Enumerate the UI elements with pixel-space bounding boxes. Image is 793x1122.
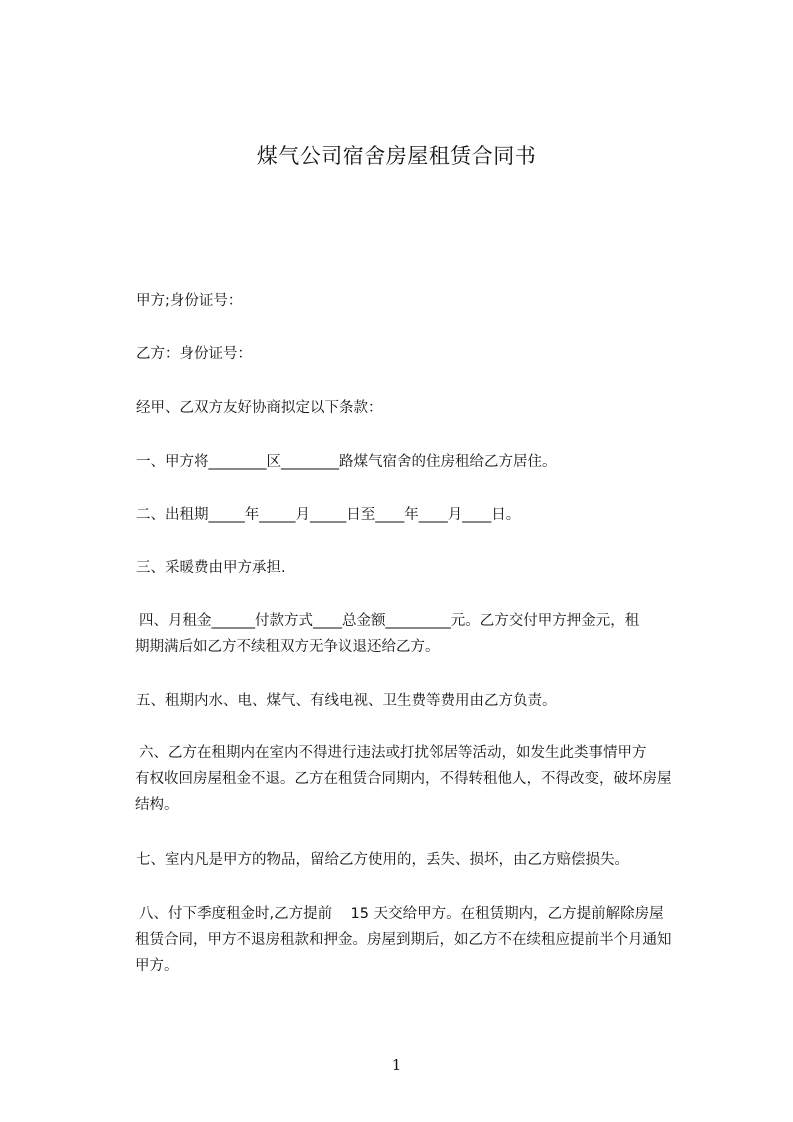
clause-4 [136, 608, 706, 660]
page-number: 1 [391, 1056, 402, 1074]
party-b-line: 乙方：身份证号： [136, 346, 252, 362]
clause-4-line-1: 四、月租金______付款方式____总金额_________元。乙方交付甲方押金元，租 [139, 613, 640, 629]
clause-7: 七、室内凡是甲方的物品，留给乙方使用的，丢失、损坏，由乙方赔偿损失。 [136, 852, 629, 868]
intro-line: 经甲、乙双方友好协商拟定以下条款： [136, 400, 383, 416]
clause-6-line-2: 有权收回房屋租金不退。乙方在租赁合同期内，不得转租他人，不得改变，破坏房屋 [135, 771, 672, 787]
clause-3: 三、采暖费由甲方承担. [136, 560, 286, 576]
clause-4-line-2: 期期满后如乙方不续租双方无争议退还给乙方。 [135, 639, 440, 655]
clause-8-line-2: 租赁合同，甲方不退房租款和押金。房屋到期后，如乙方不在续租应提前半个月通知 [135, 932, 672, 948]
clause-1: 一、甲方将________区________路煤气宿舍的住房租给乙方居住。 [136, 454, 557, 470]
document-title: 煤气公司宿舍房屋租赁合同书 [256, 144, 537, 168]
clause-6 [136, 740, 706, 818]
clause-5: 五、租期内水、电、煤气、有线电视、卫生费等费用由乙方负责。 [136, 693, 557, 709]
party-a-line: 甲方;身份证号： [136, 293, 243, 309]
clause-2: 二、出租期_____年_____月_____日至____年____月____日。 [136, 507, 521, 523]
clause-8 [136, 901, 706, 979]
clause-6-line-3: 结构。 [135, 797, 179, 813]
clause-6-line-1: 六、乙方在租期内在室内不得进行违法或打扰邻居等活动，如发生此类事情甲方 [139, 745, 647, 761]
clause-8-line-1: 八、付下季度租金时,乙方提前 15 天交给甲方。在租赁期内，乙方提前解除房屋 [139, 906, 664, 922]
clause-8-line-3: 甲方。 [135, 958, 179, 974]
